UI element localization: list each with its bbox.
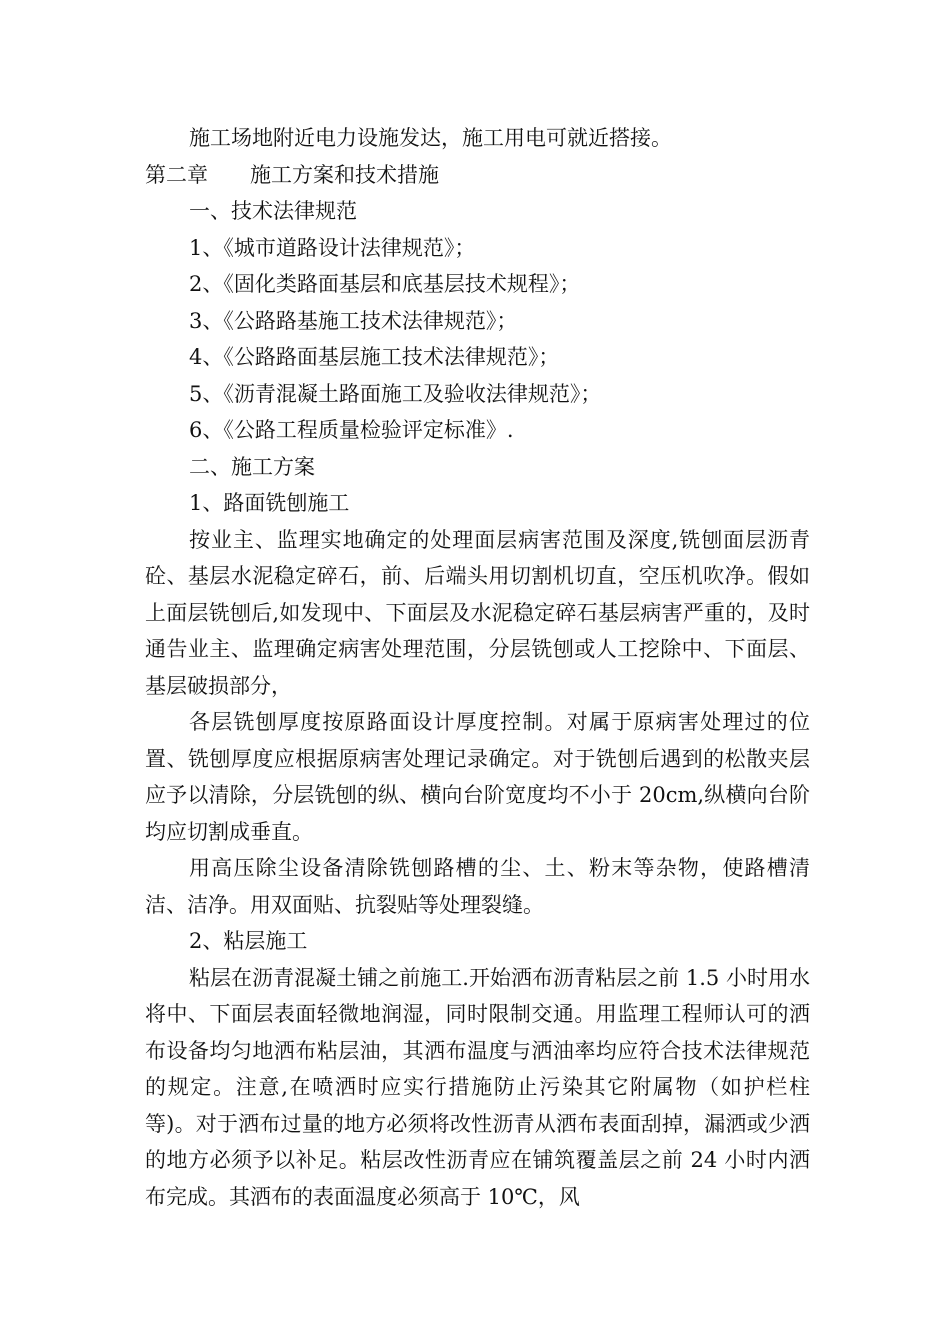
norm-item-6: 6、《公路工程质量检验评定标准》. [189,418,514,442]
section-heading-tech-norms: 一、技术法律规范 [189,199,357,223]
chapter-heading: 第二章 施工方案和技术措施 [145,162,439,187]
subsection-heading-tack-coat: 2、粘层施工 [189,929,308,953]
paragraph-milling-scope: 按业主、监理实地确定的处理面层病害范围及深度,铣刨面层沥青砼、基层水泥稳定碎石，前、后端头用切割机切直，空压机吹净。假如上面层铣刨后,如发现中、下面层及水泥稳定碎石基层病害严重的，及时通告业主、监理确定病害处理范围，分层铣刨或人工挖除中、下面层、基层破损部分， [145,527,810,698]
norm-item-1: 1、《城市道路设计法律规范》； [189,235,476,260]
subsection-heading-milling: 1、路面铣刨施工 [189,491,350,515]
norm-item-2: 2、《固化类路面基层和底基层技术规程》； [189,272,581,296]
section-heading-construction-plan: 二、施工方案 [189,454,315,479]
paragraph-cleaning: 用高压除尘设备清除铣刨路槽的尘、土、粉末等杂物，使路槽清洁、洁净。用双面贴、抗裂贴等处理裂缝。 [145,856,810,917]
paragraph-milling-thickness: 各层铣刨厚度按原路面设计厚度控制。对属于原病害处理过的位置、铣刨厚度应根据原病害处理记录确定。对于铣刨后遇到的松散夹层应予以清除，分层铣刨的纵、横向台阶宽度均不小于 20cm,纵横向台阶均应切割成垂直。 [145,710,810,844]
document-body [145,120,810,1215]
norm-item-5: 5、《沥青混凝土路面施工及验收法律规范》； [189,381,602,406]
norm-item-3: 3、《公路路基施工技术法律规范》； [189,308,518,333]
norm-item-4: 4、《公路路面基层施工技术法律规范》； [189,345,560,369]
paragraph-power-supply: 施工场地附近电力设施发达，施工用电可就近搭接。 [189,126,672,150]
paragraph-tack-coat: 粘层在沥青混凝土铺之前施工.开始洒布沥青粘层之前 1.5 小时用水将中、下面层表面轻微地润湿，同时限制交通。用监理工程师认可的洒布设备均匀地洒布粘层油，其洒布温度与洒油率均应符合技术法律规范的规定。注意,在喷洒时应实行措施防止污染其它附属物（如护栏柱等)。对于洒布过量的地方必须将改性沥青从洒布表面刮掉，漏洒或少洒的地方必须予以补足。粘层改性沥青应在铺筑覆盖层之前 24 小时内洒布完成。其洒布的表面温度必须高于 10℃，风 [145,965,810,1209]
